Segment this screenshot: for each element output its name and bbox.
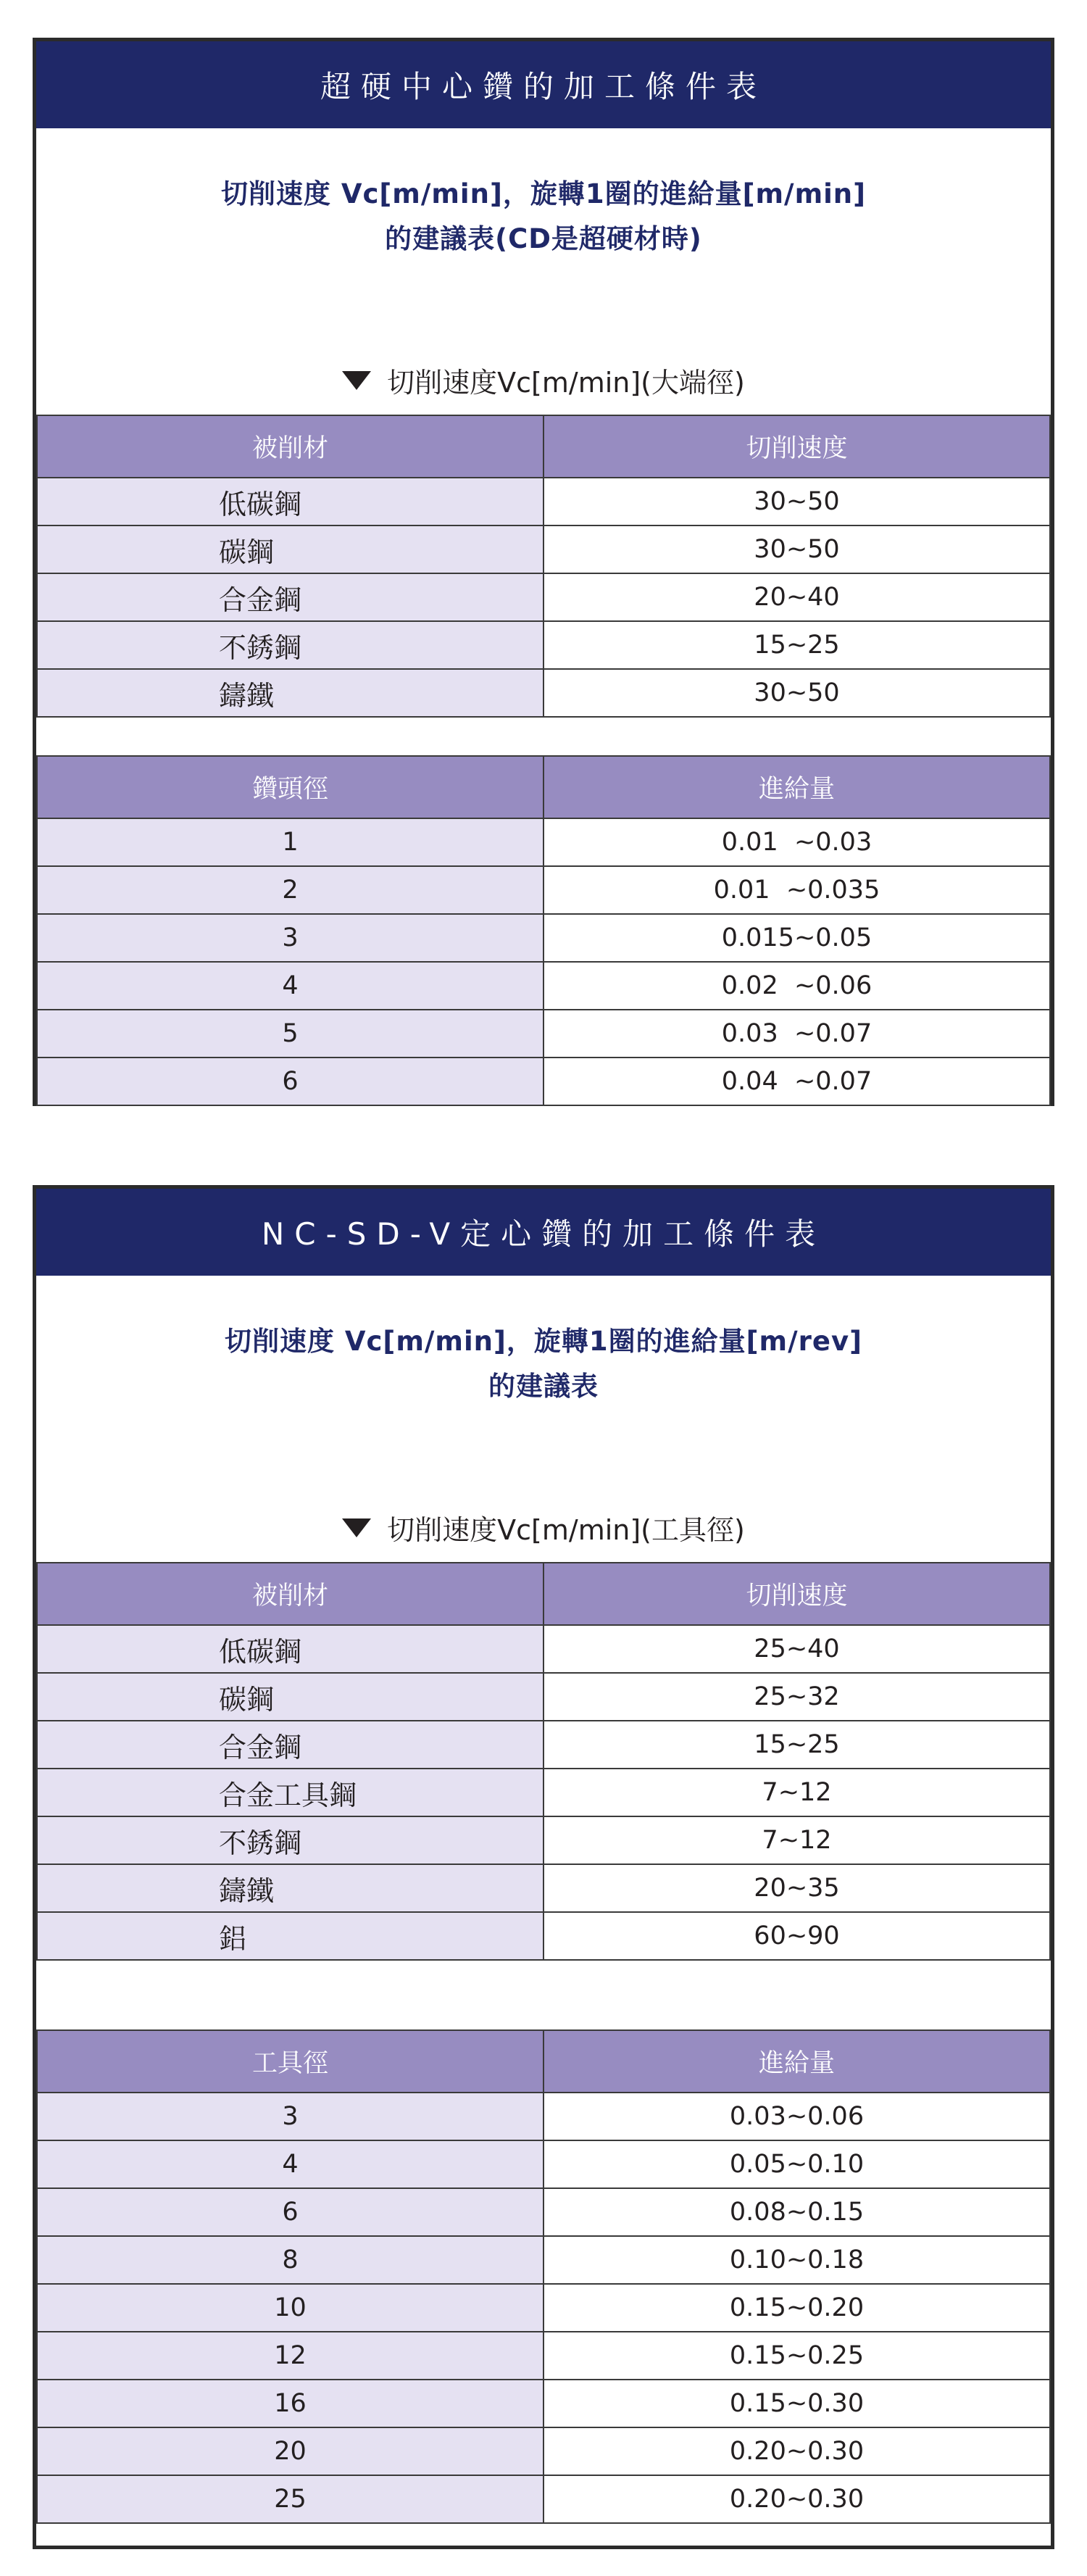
diameter-cell: 12 bbox=[37, 2332, 544, 2380]
subtitle-line-2: 的建議表 bbox=[488, 1371, 599, 1402]
material-cell: 鑄鐵 bbox=[37, 669, 544, 717]
triangle-down-icon bbox=[342, 1518, 371, 1537]
diameter-cell: 4 bbox=[37, 962, 544, 1010]
speed-cell: 7~12 bbox=[544, 1816, 1050, 1864]
diameter-cell: 2 bbox=[37, 866, 544, 914]
speed-cell: 60~90 bbox=[544, 1912, 1050, 1960]
table-row bbox=[37, 1912, 1050, 1960]
carbide-center-drill-card bbox=[33, 38, 1054, 1106]
table-row bbox=[37, 1864, 1050, 1912]
feed-cell: 0.05~0.10 bbox=[544, 2140, 1050, 2188]
table-row bbox=[37, 2188, 1050, 2236]
feed-cell: 0.20~0.30 bbox=[544, 2475, 1050, 2523]
material-cell: 不銹鋼 bbox=[37, 1816, 544, 1864]
table-row bbox=[37, 818, 1050, 866]
table-row bbox=[37, 866, 1050, 914]
table-row bbox=[37, 2380, 1050, 2427]
feed-cell: 0.15~0.20 bbox=[544, 2284, 1050, 2332]
speed-cell: 20~35 bbox=[544, 1864, 1050, 1912]
speed-table bbox=[36, 1562, 1051, 1961]
diameter-cell: 6 bbox=[37, 1058, 544, 1105]
table-row bbox=[37, 525, 1050, 573]
table-header-row bbox=[37, 756, 1050, 818]
table-header-row bbox=[37, 2030, 1050, 2093]
feed-cell: 0.10~0.18 bbox=[544, 2236, 1050, 2284]
material-cell: 低碳鋼 bbox=[37, 1625, 544, 1673]
table-row bbox=[37, 1010, 1050, 1058]
table-row bbox=[37, 1721, 1050, 1769]
speed-cell: 15~25 bbox=[544, 621, 1050, 669]
table-header-row bbox=[37, 1563, 1050, 1625]
material-cell: 合金鋼 bbox=[37, 573, 544, 621]
card-header: 超硬中心鑽的加工條件表 bbox=[36, 41, 1051, 128]
column-header-material: 被削材 bbox=[37, 1563, 544, 1625]
diameter-cell: 4 bbox=[37, 2140, 544, 2188]
feed-cell: 0.01 ~0.035 bbox=[544, 866, 1050, 914]
diameter-cell: 16 bbox=[37, 2380, 544, 2427]
table-row bbox=[37, 2332, 1050, 2380]
speed-cell: 25~40 bbox=[544, 1625, 1050, 1673]
feed-cell: 0.08~0.15 bbox=[544, 2188, 1050, 2236]
diameter-cell: 5 bbox=[37, 1010, 544, 1058]
column-header-feed: 進給量 bbox=[544, 2030, 1050, 2093]
material-cell: 碳鋼 bbox=[37, 525, 544, 573]
column-header-material: 被削材 bbox=[37, 415, 544, 478]
speed-cell: 30~50 bbox=[544, 669, 1050, 717]
feed-cell: 0.02 ~0.06 bbox=[544, 962, 1050, 1010]
column-header-speed: 切削速度 bbox=[544, 415, 1050, 478]
speed-table-title-text: 切削速度Vc[m/min](工具徑) bbox=[387, 1514, 745, 1546]
card-subtitle bbox=[36, 1276, 1051, 1409]
table-row bbox=[37, 1769, 1050, 1816]
table-row bbox=[37, 2284, 1050, 2332]
table-row bbox=[37, 2475, 1050, 2523]
diameter-cell: 3 bbox=[37, 914, 544, 962]
column-header-diameter: 工具徑 bbox=[37, 2030, 544, 2093]
feed-table bbox=[36, 2029, 1051, 2524]
table-row bbox=[37, 914, 1050, 962]
table-row bbox=[37, 2427, 1050, 2475]
feed-cell: 0.03 ~0.07 bbox=[544, 1010, 1050, 1058]
column-header-speed: 切削速度 bbox=[544, 1563, 1050, 1625]
table-row bbox=[37, 621, 1050, 669]
speed-table bbox=[36, 415, 1051, 718]
speed-cell: 7~12 bbox=[544, 1769, 1050, 1816]
table-row bbox=[37, 2140, 1050, 2188]
speed-cell: 15~25 bbox=[544, 1721, 1050, 1769]
subtitle-line-1: 切削速度 Vc[m/min]，旋轉1圈的進給量[m/rev] bbox=[224, 1326, 862, 1357]
table-row bbox=[37, 962, 1050, 1010]
table-row bbox=[37, 669, 1050, 717]
card-subtitle bbox=[36, 128, 1051, 262]
card-header: NC-SD-V定心鑽的加工條件表 bbox=[36, 1189, 1051, 1276]
subtitle-line-2: 的建議表(CD是超硬材時) bbox=[385, 223, 702, 254]
nc-sd-v-center-drill-card bbox=[33, 1185, 1054, 2549]
column-header-diameter: 鑽頭徑 bbox=[37, 756, 544, 818]
feed-cell: 0.015~0.05 bbox=[544, 914, 1050, 962]
table-row bbox=[37, 1816, 1050, 1864]
speed-table-title bbox=[36, 1508, 1051, 1547]
material-cell: 鑄鐵 bbox=[37, 1864, 544, 1912]
table-row bbox=[37, 478, 1050, 525]
speed-table-title-text: 切削速度Vc[m/min](大端徑) bbox=[387, 367, 745, 399]
feed-cell: 0.03~0.06 bbox=[544, 2093, 1050, 2140]
diameter-cell: 25 bbox=[37, 2475, 544, 2523]
speed-cell: 20~40 bbox=[544, 573, 1050, 621]
table-row bbox=[37, 1673, 1050, 1721]
triangle-down-icon bbox=[342, 371, 371, 390]
table-header-row bbox=[37, 415, 1050, 478]
table-row bbox=[37, 1058, 1050, 1105]
feed-cell: 0.04 ~0.07 bbox=[544, 1058, 1050, 1105]
material-cell: 鋁 bbox=[37, 1912, 544, 1960]
feed-cell: 0.15~0.25 bbox=[544, 2332, 1050, 2380]
diameter-cell: 10 bbox=[37, 2284, 544, 2332]
material-cell: 合金工具鋼 bbox=[37, 1769, 544, 1816]
table-row bbox=[37, 2236, 1050, 2284]
feed-table bbox=[36, 755, 1051, 1106]
diameter-cell: 8 bbox=[37, 2236, 544, 2284]
feed-cell: 0.15~0.30 bbox=[544, 2380, 1050, 2427]
speed-cell: 30~50 bbox=[544, 478, 1050, 525]
speed-cell: 25~32 bbox=[544, 1673, 1050, 1721]
material-cell: 不銹鋼 bbox=[37, 621, 544, 669]
diameter-cell: 20 bbox=[37, 2427, 544, 2475]
feed-cell: 0.20~0.30 bbox=[544, 2427, 1050, 2475]
speed-cell: 30~50 bbox=[544, 525, 1050, 573]
diameter-cell: 1 bbox=[37, 818, 544, 866]
table-row bbox=[37, 573, 1050, 621]
material-cell: 合金鋼 bbox=[37, 1721, 544, 1769]
material-cell: 低碳鋼 bbox=[37, 478, 544, 525]
column-header-feed: 進給量 bbox=[544, 756, 1050, 818]
table-row bbox=[37, 1625, 1050, 1673]
speed-table-title bbox=[36, 360, 1051, 400]
diameter-cell: 3 bbox=[37, 2093, 544, 2140]
subtitle-line-1: 切削速度 Vc[m/min]，旋轉1圈的進給量[m/min] bbox=[220, 178, 867, 209]
table-row bbox=[37, 2093, 1050, 2140]
material-cell: 碳鋼 bbox=[37, 1673, 544, 1721]
diameter-cell: 6 bbox=[37, 2188, 544, 2236]
feed-cell: 0.01 ~0.03 bbox=[544, 818, 1050, 866]
